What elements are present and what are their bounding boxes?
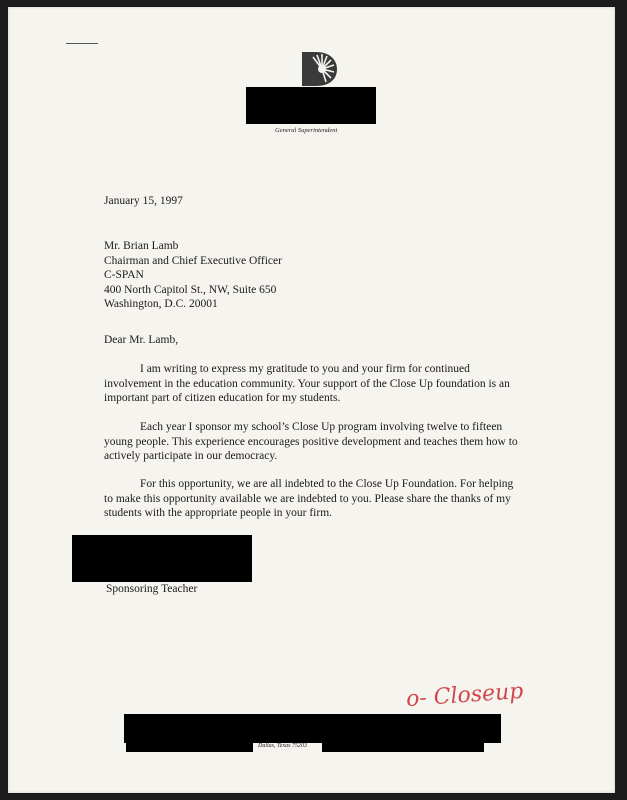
address-line: Mr. Brian Lamb xyxy=(104,240,179,252)
paragraph-line: actively participate in our democracy. xyxy=(104,450,278,462)
paragraph-line: For this opportunity, we are all indebted to the Close Up Foundation. For helping xyxy=(140,478,514,490)
paragraph-2 xyxy=(104,420,554,464)
footer-city: Dallas, Texas 75203 xyxy=(258,743,307,749)
paragraph-line: young people. This experience encourages positive development and teaches them how to xyxy=(104,435,518,448)
paragraph-line: involvement in the education community. Your support of the Close Up foundation is an xyxy=(104,377,510,390)
paragraph-line: important part of citizen education for my students. xyxy=(104,392,341,404)
redacted-signature xyxy=(72,535,252,582)
redacted-footer-left xyxy=(126,742,253,752)
address-line: 400 North Capitol St., NW, Suite 650 xyxy=(104,283,277,296)
paragraph-1 xyxy=(104,362,554,406)
paragraph-line: students with the appropriate people in your firm. xyxy=(104,507,333,519)
letter-page xyxy=(8,7,615,793)
redacted-footer-address xyxy=(124,714,501,743)
address-line: Washington, D.C. 20001 xyxy=(104,298,218,310)
paragraph-3 xyxy=(104,477,554,521)
district-logo-icon xyxy=(300,50,338,88)
handwritten-note: o- Closeup xyxy=(405,678,525,713)
redacted-footer-right xyxy=(322,742,484,752)
paragraph-line: I am writing to express my gratitude to you and your firm for continued xyxy=(140,363,470,375)
address-line: C-SPAN xyxy=(104,269,144,281)
pen-mark xyxy=(66,43,98,44)
letter-date: January 15, 1997 xyxy=(104,195,183,207)
signer-title: Sponsoring Teacher xyxy=(106,583,198,595)
address-line: Chairman and Chief Executive Officer xyxy=(104,254,282,267)
salutation: Dear Mr. Lamb, xyxy=(104,334,179,346)
superintendent-caption: General Superintendent xyxy=(275,127,338,134)
paragraph-line: to make this opportunity available we are indebted to you. Please share the thanks of my xyxy=(104,492,511,505)
redacted-name-block xyxy=(246,87,376,124)
paragraph-line: Each year I sponsor my school’s Close Up program involving twelve to fifteen xyxy=(140,421,503,433)
recipient-address xyxy=(104,239,282,312)
